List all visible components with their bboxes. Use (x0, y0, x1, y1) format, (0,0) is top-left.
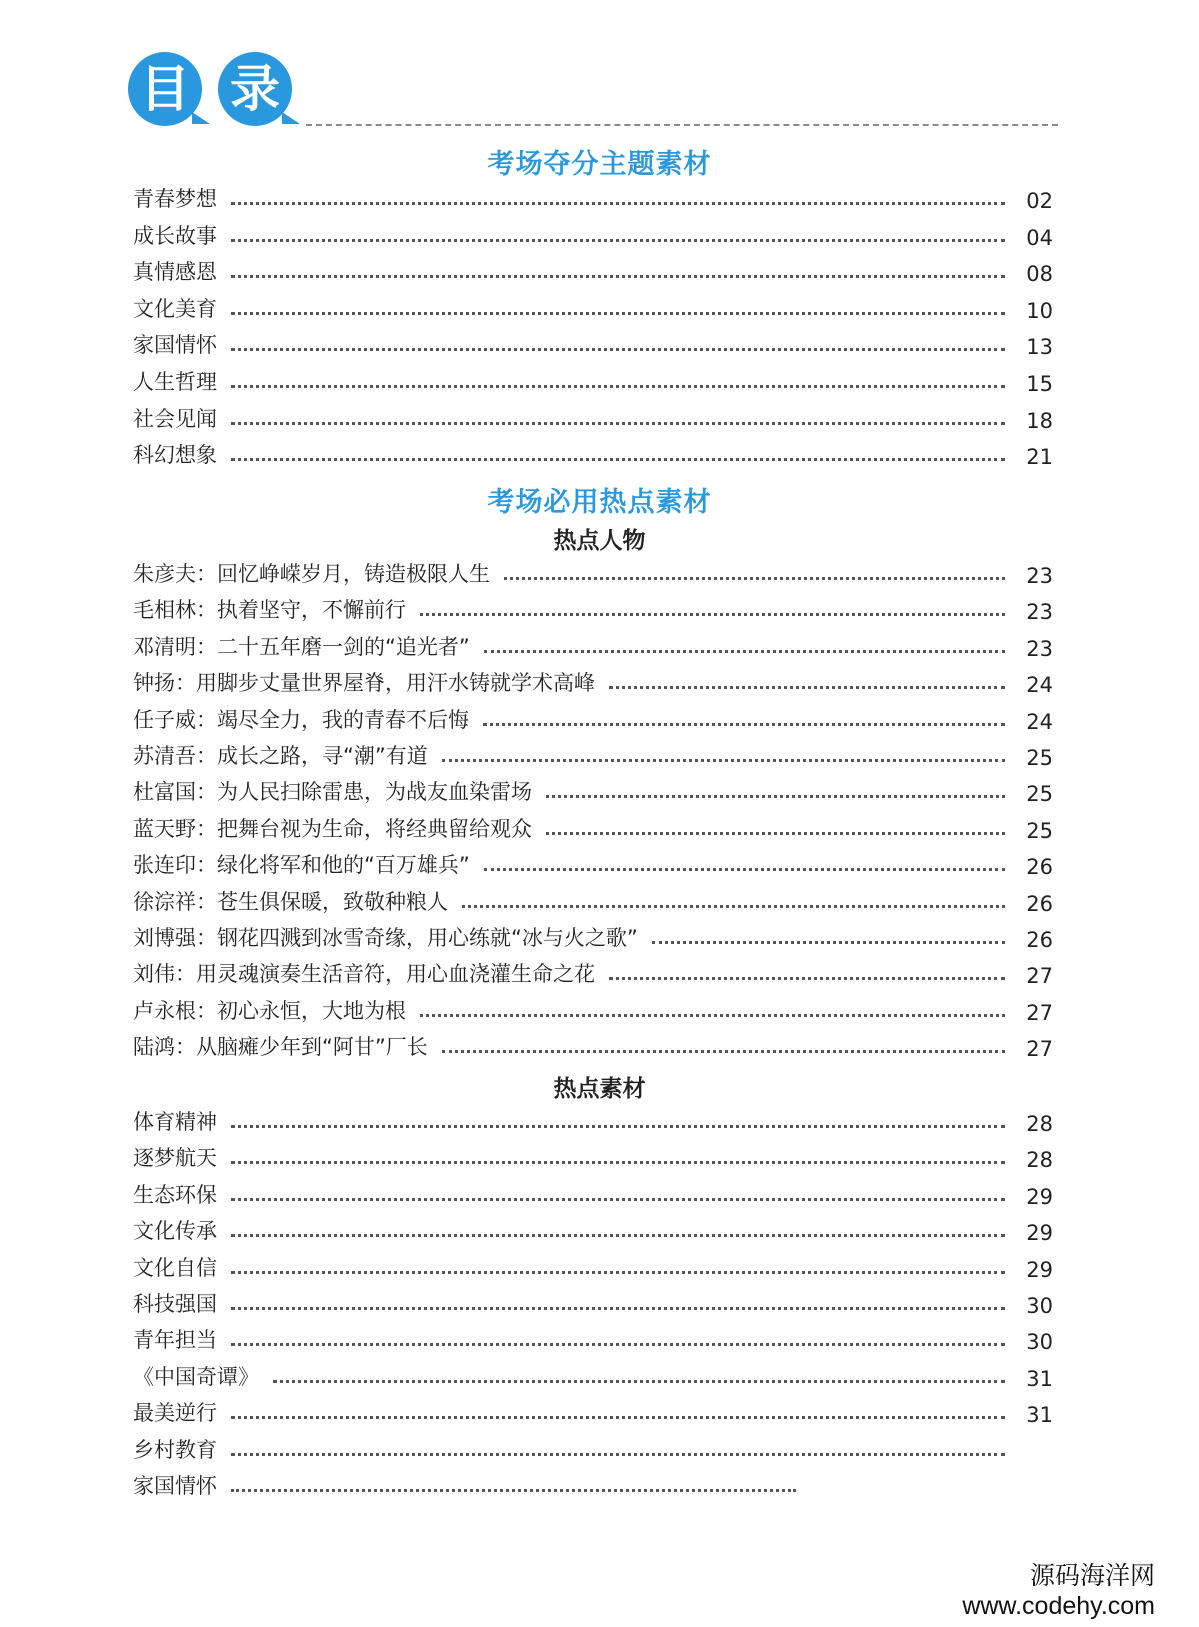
toc-entry-page: 29 (1026, 1257, 1053, 1282)
toc-entry-page: 23 (1026, 564, 1053, 588)
dot-leader (231, 239, 1005, 242)
toc-entry-page: 24 (1026, 709, 1053, 734)
toc-entry[interactable] (133, 1252, 1053, 1282)
toc-entry[interactable] (133, 1397, 1053, 1427)
toc-entry-page: 21 (1026, 445, 1053, 470)
toc-entry-label: 人生哲理 (133, 370, 217, 394)
toc-entry-page: 10 (1026, 298, 1053, 323)
toc-entry[interactable] (133, 1288, 1053, 1318)
toc-entry-label: 逐梦航天 (133, 1146, 217, 1171)
toc-entry[interactable] (133, 667, 1053, 697)
toc-entry-page: 04 (1026, 225, 1053, 250)
toc-entry-page: 26 (1026, 891, 1053, 916)
toc-entry[interactable] (133, 256, 1053, 286)
dot-leader (442, 1050, 1005, 1053)
toc-entry[interactable] (133, 1361, 1053, 1391)
toc-entry-label: 刘博强：钢花四溅到冰雪奇缘，用心练就“冰与火之歌” (133, 926, 638, 950)
toc-entry-label: 卢永根：初心永恒，大地为根 (133, 998, 406, 1023)
toc-entry-label: 乡村教育 (133, 1437, 217, 1462)
toc-entry-page: 23 (1026, 600, 1053, 625)
toc-entry-label: 成长故事 (133, 223, 217, 248)
toc-entry-label: 真情感恩 (133, 260, 217, 285)
dot-leader (231, 275, 1005, 278)
toc-entry-page: 24 (1026, 673, 1053, 698)
toc-entry-page: 26 (1026, 855, 1053, 880)
subsection-title-materials: 热点素材 (553, 1076, 646, 1102)
toc-entry-label: 家国情怀 (133, 1474, 217, 1498)
watermark-url: www.codehy.com (962, 1592, 1155, 1620)
dot-leader (231, 1489, 796, 1492)
toc-entry-page: 08 (1026, 262, 1053, 287)
dot-leader (484, 650, 1005, 653)
toc-entry-label: 科技强国 (133, 1292, 217, 1316)
toc-entry-label: 文化美育 (133, 296, 217, 321)
toc-entry-page: 25 (1026, 782, 1053, 807)
header-divider (306, 124, 1058, 126)
toc-entry-page: 25 (1026, 818, 1053, 843)
toc-entry[interactable] (133, 631, 1053, 661)
dot-leader (609, 686, 1005, 689)
dot-leader (231, 1453, 1005, 1456)
toc-entry[interactable] (133, 886, 1053, 916)
dot-leader (231, 1161, 1005, 1164)
toc-entry-page: 30 (1026, 1330, 1053, 1355)
subsection-title-people: 热点人物 (553, 528, 646, 554)
dot-leader (652, 941, 1005, 944)
toc-entry[interactable] (133, 849, 1053, 879)
toc-entry[interactable] (133, 293, 1053, 323)
toc-entry-label: 蓝天野：把舞台视为生命，将经典留给观众 (133, 816, 532, 841)
toc-header (128, 52, 1058, 132)
dot-leader (231, 422, 1005, 425)
watermark-name: 源码海洋网 (1029, 1561, 1155, 1590)
toc-entry[interactable] (133, 439, 1053, 469)
toc-entry[interactable] (133, 329, 1053, 359)
dot-leader (546, 832, 1005, 835)
toc-entry[interactable] (133, 1470, 1053, 1500)
dot-leader (231, 385, 1005, 388)
toc-entry-label: 文化传承 (133, 1219, 217, 1244)
toc-entry[interactable] (133, 403, 1053, 433)
toc-entry[interactable] (133, 922, 1053, 952)
toc-title-bubble-1: 目 (128, 52, 202, 126)
toc-entry[interactable] (133, 594, 1053, 624)
toc-entry-page: 27 (1026, 1000, 1053, 1025)
toc-entry-page: 28 (1026, 1148, 1053, 1173)
dot-leader (462, 905, 1005, 908)
section-title-hot: 考场必用热点素材 (487, 487, 712, 518)
toc-entry-page: 15 (1026, 372, 1053, 396)
toc-entry-label: 苏清吾：成长之路，寻“潮”有道 (133, 744, 428, 768)
toc-entry-label: 钟扬：用脚步丈量世界屋脊，用汗水铸就学术高峰 (133, 671, 595, 696)
toc-entry[interactable] (133, 558, 1053, 588)
dot-leader (442, 759, 1005, 762)
dot-leader (609, 977, 1005, 980)
toc-entry-label: 生态环保 (133, 1182, 217, 1207)
toc-entry-label: 徐淙祥：苍生俱保暖，致敬种粮人 (133, 889, 448, 914)
dot-leader (231, 458, 1005, 461)
toc-entry[interactable] (133, 1142, 1053, 1172)
toc-entry-label: 社会见闻 (133, 406, 217, 431)
toc-entry-label: 任子威：竭尽全力，我的青春不后悔 (133, 707, 469, 732)
toc-entry-label: 邓清明：二十五年磨一剑的“追光者” (133, 634, 470, 659)
dot-leader (231, 1416, 1005, 1419)
dot-leader (231, 1234, 1005, 1237)
toc-entry-label: 最美逆行 (133, 1401, 217, 1426)
toc-entry-label: 毛相林：执着坚守，不懈前行 (133, 598, 406, 623)
toc-entry[interactable] (133, 1215, 1053, 1245)
toc-entry[interactable] (133, 958, 1053, 988)
dot-leader (231, 1198, 1005, 1201)
dot-leader (231, 348, 1005, 351)
toc-entry-page: 30 (1026, 1294, 1053, 1318)
dot-leader (420, 613, 1005, 616)
toc-entry-page: 13 (1026, 335, 1053, 360)
toc-entry[interactable] (133, 1106, 1053, 1136)
toc-entry[interactable] (133, 740, 1053, 770)
toc-entry-page: 29 (1026, 1184, 1053, 1209)
toc-entry-page: 31 (1026, 1366, 1053, 1391)
toc-entry-label: 刘伟：用灵魂演奏生活音符，用心血浇灌生命之花 (133, 962, 595, 987)
toc-entry-page: 02 (1026, 189, 1053, 213)
toc-entry-label: 朱彦夫：回忆峥嵘岁月，铸造极限人生 (133, 562, 490, 586)
toc-entry[interactable] (133, 704, 1053, 734)
toc-entry-label: 科幻想象 (133, 443, 217, 468)
toc-entry[interactable] (133, 1434, 1053, 1464)
toc-entry[interactable] (133, 1179, 1053, 1209)
toc-entry[interactable] (133, 813, 1053, 843)
toc-entry-label: 《中国奇谭》 (133, 1364, 259, 1389)
dot-leader (231, 312, 1005, 315)
dot-leader (484, 868, 1005, 871)
toc-entry-page: 28 (1026, 1112, 1053, 1136)
dot-leader (273, 1380, 1005, 1383)
toc-entry-label: 青春梦想 (133, 187, 217, 211)
dot-leader (483, 723, 1005, 726)
toc-entry-page: 25 (1026, 746, 1053, 770)
toc-entry-page: 29 (1026, 1221, 1053, 1246)
toc-entry-label: 杜富国：为人民扫除雷患，为战友血染雷场 (133, 780, 532, 805)
toc-entry[interactable] (133, 1031, 1053, 1061)
toc-entry-page: 18 (1026, 408, 1053, 433)
toc-entry-label: 陆鸿：从脑瘫少年到“阿甘”厂长 (133, 1035, 428, 1060)
toc-entry[interactable] (133, 366, 1053, 396)
toc-entry-label: 家国情怀 (133, 333, 217, 358)
dot-leader (546, 795, 1005, 798)
toc-entry[interactable] (133, 995, 1053, 1025)
dot-leader (231, 202, 1005, 205)
toc-entry[interactable] (133, 220, 1053, 250)
dot-leader (420, 1014, 1005, 1017)
toc-entry-label: 文化自信 (133, 1255, 217, 1280)
toc-entry-page: 27 (1026, 964, 1053, 989)
toc-entry-label: 张连印：绿化将军和他的“百万雄兵” (133, 853, 470, 878)
dot-leader (231, 1307, 1005, 1310)
toc-entry-page: 26 (1026, 928, 1053, 952)
toc-entry-label: 青年担当 (133, 1328, 217, 1353)
dot-leader (231, 1271, 1005, 1274)
toc-entry-page: 27 (1026, 1037, 1053, 1062)
dot-leader (231, 1125, 1005, 1128)
dot-leader (504, 577, 1005, 580)
toc-entry[interactable] (133, 776, 1053, 806)
section-title-theme: 考场夺分主题素材 (487, 149, 712, 180)
toc-entry[interactable] (133, 183, 1053, 213)
toc-entry-page: 31 (1026, 1403, 1053, 1428)
toc-entry-label: 体育精神 (133, 1110, 217, 1134)
toc-entry-page: 23 (1026, 636, 1053, 661)
site-watermark (962, 1561, 1155, 1621)
dot-leader (231, 1343, 1005, 1346)
toc-entry[interactable] (133, 1324, 1053, 1354)
toc-title-bubble-2: 录 (218, 52, 292, 126)
